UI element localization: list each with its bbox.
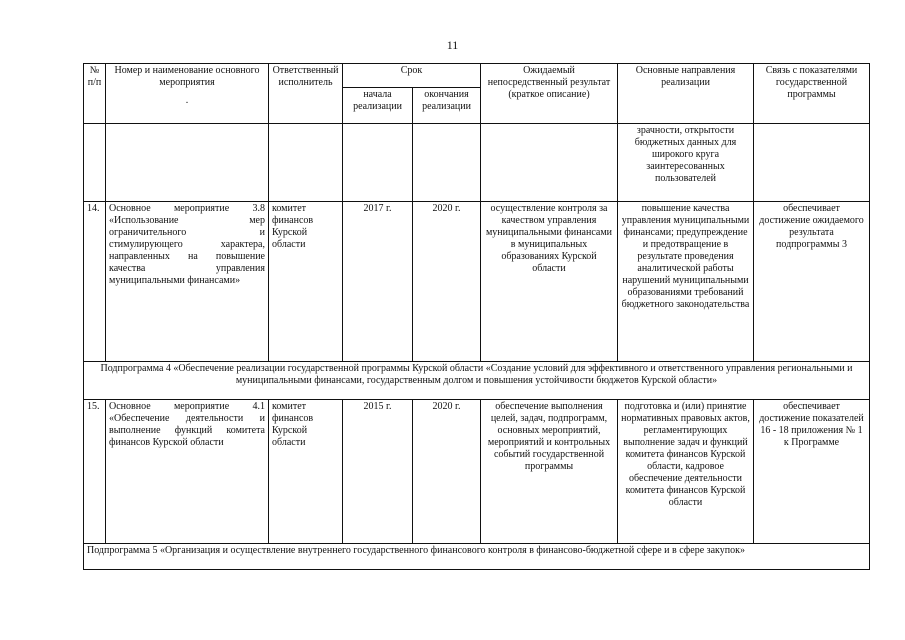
subprogram-5-title: Подпрограмма 5 «Организация и осуществление внутреннего государственного финансового контроля в финансово-бюджетной сфере и в сфере закупок»: [84, 544, 870, 570]
header-end: окончания реализации: [413, 88, 481, 124]
cell-num: 15.: [84, 400, 106, 544]
cell-directions: подготовка и (или) принятие нормативных правовых актов, регламентирующих выполнение задач и функций комитета финансов Курской области, кадровое обеспечение деятельности комитета финансов Курской области: [618, 400, 754, 544]
cell-num: 14.: [84, 202, 106, 362]
cell-responsible: [269, 124, 343, 202]
cell-end: [413, 124, 481, 202]
header-result: Ожидаемый непосредственный результат (краткое описание): [481, 64, 618, 124]
cell-num: [84, 124, 106, 202]
cell-name: [106, 124, 269, 202]
cell-result: обеспечение выполнения целей, задач, подпрограмм, основных мероприятий, мероприятий и контрольных событий государственной программы: [481, 400, 618, 544]
cell-start: 2015 г.: [343, 400, 413, 544]
cell-name: Основное мероприятие 3.8 «Использование мер ограничительного и стимулирующего характера, направленных на повышение качества управления муниципальными финансами»: [106, 202, 269, 362]
table-row-continuation: [84, 124, 870, 202]
table-row: [84, 202, 870, 362]
cell-responsible: комитет финансов Курской области: [269, 400, 343, 544]
cell-link: обеспечивает достижение показателей 16 - 18 приложения № 1 к Программе: [754, 400, 870, 544]
header-num: № п/п: [84, 64, 106, 124]
header-term: Срок: [343, 64, 481, 88]
header-name: Номер и наименование основного мероприятия .: [106, 64, 269, 124]
cell-end: 2020 г.: [413, 202, 481, 362]
subprogram-row: [84, 544, 870, 570]
page-number: 11: [446, 38, 459, 52]
cell-start: [343, 124, 413, 202]
header-link: Связь с показателями государственной программы: [754, 64, 870, 124]
cell-link: обеспечивает достижение ожидаемого результата подпрограммы 3: [754, 202, 870, 362]
table-row: [84, 400, 870, 544]
program-table: [83, 63, 870, 570]
subprogram-4-title: Подпрограмма 4 «Обеспечение реализации государственной программы Курской области «Создание условий для эффективного и ответственного управления региональными и муниципальными финансами, государственным долгом и повышения устойчивости бюджетов Курской области»: [84, 362, 870, 400]
header-responsible: Ответственный исполнитель: [269, 64, 343, 124]
cell-result: [481, 124, 618, 202]
subprogram-row: [84, 362, 870, 400]
cell-directions: повышение качества управления муниципальными финансами; предупреждение и предотвращение в результате проведения аналитической работы нарушений муниципальными образованиями требований бюджетного законодательства: [618, 202, 754, 362]
cell-name: Основное мероприятие 4.1 «Обеспечение деятельности и выполнение функций комитета финансов Курской области: [106, 400, 269, 544]
cell-end: 2020 г.: [413, 400, 481, 544]
cell-directions: зрачности, открытости бюджетных данных для широкого круга заинтересованных пользователей: [618, 124, 754, 202]
cell-start: 2017 г.: [343, 202, 413, 362]
header-start: начала реализации: [343, 88, 413, 124]
cell-result: осуществление контроля за качеством управления муниципальными финансами в муниципальных образованиях Курской области: [481, 202, 618, 362]
cell-link: [754, 124, 870, 202]
header-directions: Основные направления реализации: [618, 64, 754, 124]
cell-responsible: комитет финансов Курской области: [269, 202, 343, 362]
